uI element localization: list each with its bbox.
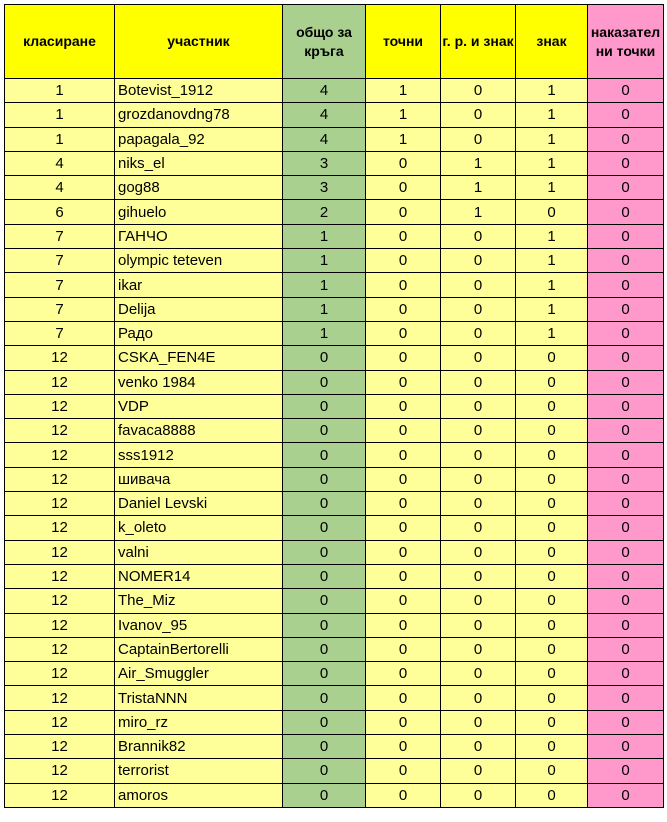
participant-cell: k_oleto [115, 516, 283, 540]
rank-cell: 12 [5, 346, 115, 370]
rank-cell: 12 [5, 783, 115, 807]
participant-cell: Daniel Levski [115, 492, 283, 516]
sign-cell: 1 [516, 127, 588, 151]
sign-cell: 1 [516, 103, 588, 127]
participant-cell: sss1912 [115, 443, 283, 467]
participant-cell: CSKA_FEN4E [115, 346, 283, 370]
rank-cell: 12 [5, 735, 115, 759]
table-row [5, 589, 664, 613]
penalty-cell: 0 [588, 540, 664, 564]
penalty-cell: 0 [588, 224, 664, 248]
table-row [5, 492, 664, 516]
penalty-cell: 0 [588, 516, 664, 540]
points-cell: 0 [366, 200, 441, 224]
penalty-cell: 0 [588, 127, 664, 151]
penalty-cell: 0 [588, 249, 664, 273]
rank-cell: 12 [5, 370, 115, 394]
rank-cell: 7 [5, 297, 115, 321]
points-cell: 1 [366, 79, 441, 103]
gr-sign-cell: 0 [441, 735, 516, 759]
participant-cell: NOMER14 [115, 564, 283, 588]
participant-cell: venko 1984 [115, 370, 283, 394]
table-row [5, 297, 664, 321]
rank-cell: 12 [5, 516, 115, 540]
rank-cell: 7 [5, 249, 115, 273]
total-cell: 0 [283, 492, 366, 516]
penalty-cell: 0 [588, 79, 664, 103]
sign-cell: 0 [516, 564, 588, 588]
penalty-cell: 0 [588, 613, 664, 637]
rank-cell: 12 [5, 467, 115, 491]
gr-sign-cell: 0 [441, 783, 516, 807]
gr-sign-cell: 0 [441, 273, 516, 297]
sign-cell: 0 [516, 686, 588, 710]
table-row [5, 564, 664, 588]
penalty-cell: 0 [588, 321, 664, 345]
points-cell: 0 [366, 516, 441, 540]
sign-cell: 0 [516, 540, 588, 564]
total-cell: 2 [283, 200, 366, 224]
sign-cell: 0 [516, 710, 588, 734]
total-cell: 0 [283, 419, 366, 443]
gr-sign-cell: 0 [441, 467, 516, 491]
participant-cell: gihuelo [115, 200, 283, 224]
total-cell: 0 [283, 686, 366, 710]
participant-cell: TristaNNN [115, 686, 283, 710]
sign-cell: 0 [516, 783, 588, 807]
points-cell: 0 [366, 443, 441, 467]
participant-cell: Радо [115, 321, 283, 345]
penalty-cell: 0 [588, 564, 664, 588]
participant-cell: Botevist_1912 [115, 79, 283, 103]
rank-cell: 12 [5, 394, 115, 418]
table-row [5, 200, 664, 224]
penalty-cell: 0 [588, 662, 664, 686]
participant-cell: Ivanov_95 [115, 613, 283, 637]
sign-cell: 1 [516, 151, 588, 175]
sign-cell: 1 [516, 321, 588, 345]
penalty-cell: 0 [588, 297, 664, 321]
points-cell: 1 [366, 103, 441, 127]
penalty-cell: 0 [588, 200, 664, 224]
penalty-cell: 0 [588, 735, 664, 759]
rank-cell: 1 [5, 103, 115, 127]
points-cell: 0 [366, 759, 441, 783]
points-cell: 0 [366, 710, 441, 734]
table-row [5, 103, 664, 127]
sign-cell: 0 [516, 759, 588, 783]
points-cell: 0 [366, 589, 441, 613]
gr-sign-cell: 0 [441, 589, 516, 613]
sign-cell: 0 [516, 492, 588, 516]
sign-cell: 1 [516, 249, 588, 273]
header-row [5, 5, 664, 79]
table-row [5, 273, 664, 297]
penalty-cell: 0 [588, 467, 664, 491]
table-row [5, 735, 664, 759]
rank-cell: 12 [5, 589, 115, 613]
table-row [5, 370, 664, 394]
total-cell: 3 [283, 151, 366, 175]
gr-sign-cell: 0 [441, 346, 516, 370]
participant-cell: amoros [115, 783, 283, 807]
points-cell: 0 [366, 492, 441, 516]
penalty-cell: 0 [588, 443, 664, 467]
table-row [5, 224, 664, 248]
table-row [5, 79, 664, 103]
penalty-cell: 0 [588, 492, 664, 516]
penalty-cell: 0 [588, 759, 664, 783]
rank-cell: 4 [5, 176, 115, 200]
points-cell: 0 [366, 273, 441, 297]
sign-cell: 0 [516, 346, 588, 370]
points-cell: 0 [366, 662, 441, 686]
header-rank: класиране [5, 5, 115, 79]
penalty-cell: 0 [588, 176, 664, 200]
rank-cell: 12 [5, 637, 115, 661]
gr-sign-cell: 0 [441, 370, 516, 394]
total-cell: 0 [283, 637, 366, 661]
total-cell: 0 [283, 346, 366, 370]
table-row [5, 151, 664, 175]
standings-table [4, 4, 664, 808]
rank-cell: 6 [5, 200, 115, 224]
rank-cell: 12 [5, 564, 115, 588]
gr-sign-cell: 1 [441, 151, 516, 175]
rank-cell: 12 [5, 686, 115, 710]
participant-cell: CaptainBertorelli [115, 637, 283, 661]
total-cell: 0 [283, 662, 366, 686]
total-cell: 0 [283, 589, 366, 613]
gr-sign-cell: 0 [441, 540, 516, 564]
participant-cell: niks_el [115, 151, 283, 175]
points-cell: 0 [366, 564, 441, 588]
sign-cell: 1 [516, 224, 588, 248]
points-cell: 0 [366, 686, 441, 710]
total-cell: 4 [283, 127, 366, 151]
points-cell: 0 [366, 735, 441, 759]
participant-cell: terrorist [115, 759, 283, 783]
penalty-cell: 0 [588, 273, 664, 297]
participant-cell: papagala_92 [115, 127, 283, 151]
participant-cell: grozdanovdng78 [115, 103, 283, 127]
rank-cell: 12 [5, 540, 115, 564]
header-points: точни [366, 5, 441, 79]
table-row [5, 710, 664, 734]
table-row [5, 394, 664, 418]
points-cell: 1 [366, 127, 441, 151]
table-row [5, 686, 664, 710]
total-cell: 1 [283, 273, 366, 297]
total-cell: 1 [283, 249, 366, 273]
gr-sign-cell: 0 [441, 419, 516, 443]
total-cell: 0 [283, 467, 366, 491]
participant-cell: ГАНЧО [115, 224, 283, 248]
header-total: общо за кръга [283, 5, 366, 79]
rank-cell: 12 [5, 419, 115, 443]
total-cell: 4 [283, 103, 366, 127]
points-cell: 0 [366, 346, 441, 370]
sign-cell: 1 [516, 273, 588, 297]
points-cell: 0 [366, 613, 441, 637]
participant-cell: olympic teteven [115, 249, 283, 273]
penalty-cell: 0 [588, 637, 664, 661]
table-row [5, 613, 664, 637]
gr-sign-cell: 0 [441, 564, 516, 588]
sign-cell: 0 [516, 419, 588, 443]
rank-cell: 12 [5, 613, 115, 637]
points-cell: 0 [366, 297, 441, 321]
participant-cell: шивача [115, 467, 283, 491]
table-row [5, 467, 664, 491]
table-row [5, 346, 664, 370]
table-row [5, 637, 664, 661]
sign-cell: 0 [516, 637, 588, 661]
gr-sign-cell: 0 [441, 516, 516, 540]
table-row [5, 540, 664, 564]
gr-sign-cell: 0 [441, 321, 516, 345]
gr-sign-cell: 0 [441, 297, 516, 321]
total-cell: 0 [283, 735, 366, 759]
penalty-cell: 0 [588, 103, 664, 127]
rank-cell: 7 [5, 321, 115, 345]
table-row [5, 321, 664, 345]
sign-cell: 0 [516, 467, 588, 491]
total-cell: 0 [283, 443, 366, 467]
sign-cell: 1 [516, 79, 588, 103]
points-cell: 0 [366, 249, 441, 273]
total-cell: 0 [283, 759, 366, 783]
gr-sign-cell: 0 [441, 613, 516, 637]
rank-cell: 7 [5, 273, 115, 297]
points-cell: 0 [366, 467, 441, 491]
participant-cell: VDP [115, 394, 283, 418]
penalty-cell: 0 [588, 394, 664, 418]
points-cell: 0 [366, 540, 441, 564]
participant-cell: Delija [115, 297, 283, 321]
penalty-cell: 0 [588, 783, 664, 807]
sign-cell: 1 [516, 297, 588, 321]
total-cell: 0 [283, 394, 366, 418]
sign-cell: 0 [516, 613, 588, 637]
rank-cell: 12 [5, 443, 115, 467]
rank-cell: 12 [5, 492, 115, 516]
header-gr-sign: г. р. и знак [441, 5, 516, 79]
penalty-cell: 0 [588, 419, 664, 443]
total-cell: 1 [283, 224, 366, 248]
participant-cell: The_Miz [115, 589, 283, 613]
gr-sign-cell: 0 [441, 103, 516, 127]
points-cell: 0 [366, 394, 441, 418]
sign-cell: 0 [516, 394, 588, 418]
total-cell: 0 [283, 783, 366, 807]
gr-sign-cell: 0 [441, 710, 516, 734]
gr-sign-cell: 1 [441, 200, 516, 224]
table-row [5, 783, 664, 807]
points-cell: 0 [366, 370, 441, 394]
total-cell: 0 [283, 710, 366, 734]
sign-cell: 0 [516, 516, 588, 540]
total-cell: 0 [283, 516, 366, 540]
gr-sign-cell: 0 [441, 443, 516, 467]
penalty-cell: 0 [588, 710, 664, 734]
points-cell: 0 [366, 151, 441, 175]
table-row [5, 127, 664, 151]
table-row [5, 419, 664, 443]
sign-cell: 0 [516, 370, 588, 394]
total-cell: 3 [283, 176, 366, 200]
participant-cell: favaca8888 [115, 419, 283, 443]
rank-cell: 12 [5, 662, 115, 686]
sign-cell: 0 [516, 443, 588, 467]
gr-sign-cell: 0 [441, 492, 516, 516]
penalty-cell: 0 [588, 151, 664, 175]
penalty-cell: 0 [588, 370, 664, 394]
sign-cell: 0 [516, 662, 588, 686]
participant-cell: valni [115, 540, 283, 564]
header-penalty: наказателни точки [588, 5, 664, 79]
participant-cell: miro_rz [115, 710, 283, 734]
table-row [5, 662, 664, 686]
gr-sign-cell: 0 [441, 224, 516, 248]
rank-cell: 4 [5, 151, 115, 175]
points-cell: 0 [366, 637, 441, 661]
participant-cell: Air_Smuggler [115, 662, 283, 686]
total-cell: 1 [283, 297, 366, 321]
participant-cell: Brannik82 [115, 735, 283, 759]
table-row [5, 443, 664, 467]
header-participant: участник [115, 5, 283, 79]
gr-sign-cell: 0 [441, 394, 516, 418]
penalty-cell: 0 [588, 686, 664, 710]
rank-cell: 1 [5, 127, 115, 151]
gr-sign-cell: 0 [441, 127, 516, 151]
table-row [5, 516, 664, 540]
penalty-cell: 0 [588, 589, 664, 613]
sign-cell: 0 [516, 735, 588, 759]
total-cell: 0 [283, 564, 366, 588]
rank-cell: 12 [5, 759, 115, 783]
points-cell: 0 [366, 224, 441, 248]
table-row [5, 759, 664, 783]
gr-sign-cell: 1 [441, 176, 516, 200]
gr-sign-cell: 0 [441, 249, 516, 273]
header-sign: знак [516, 5, 588, 79]
sign-cell: 0 [516, 200, 588, 224]
total-cell: 4 [283, 79, 366, 103]
total-cell: 1 [283, 321, 366, 345]
table-row [5, 176, 664, 200]
total-cell: 0 [283, 370, 366, 394]
gr-sign-cell: 0 [441, 686, 516, 710]
total-cell: 0 [283, 613, 366, 637]
sign-cell: 0 [516, 589, 588, 613]
rank-cell: 12 [5, 710, 115, 734]
gr-sign-cell: 0 [441, 759, 516, 783]
gr-sign-cell: 0 [441, 79, 516, 103]
penalty-cell: 0 [588, 346, 664, 370]
participant-cell: ikar [115, 273, 283, 297]
total-cell: 0 [283, 540, 366, 564]
rank-cell: 7 [5, 224, 115, 248]
sign-cell: 1 [516, 176, 588, 200]
gr-sign-cell: 0 [441, 637, 516, 661]
rank-cell: 1 [5, 79, 115, 103]
table-row [5, 249, 664, 273]
points-cell: 0 [366, 783, 441, 807]
participant-cell: gog88 [115, 176, 283, 200]
points-cell: 0 [366, 321, 441, 345]
points-cell: 0 [366, 176, 441, 200]
points-cell: 0 [366, 419, 441, 443]
gr-sign-cell: 0 [441, 662, 516, 686]
